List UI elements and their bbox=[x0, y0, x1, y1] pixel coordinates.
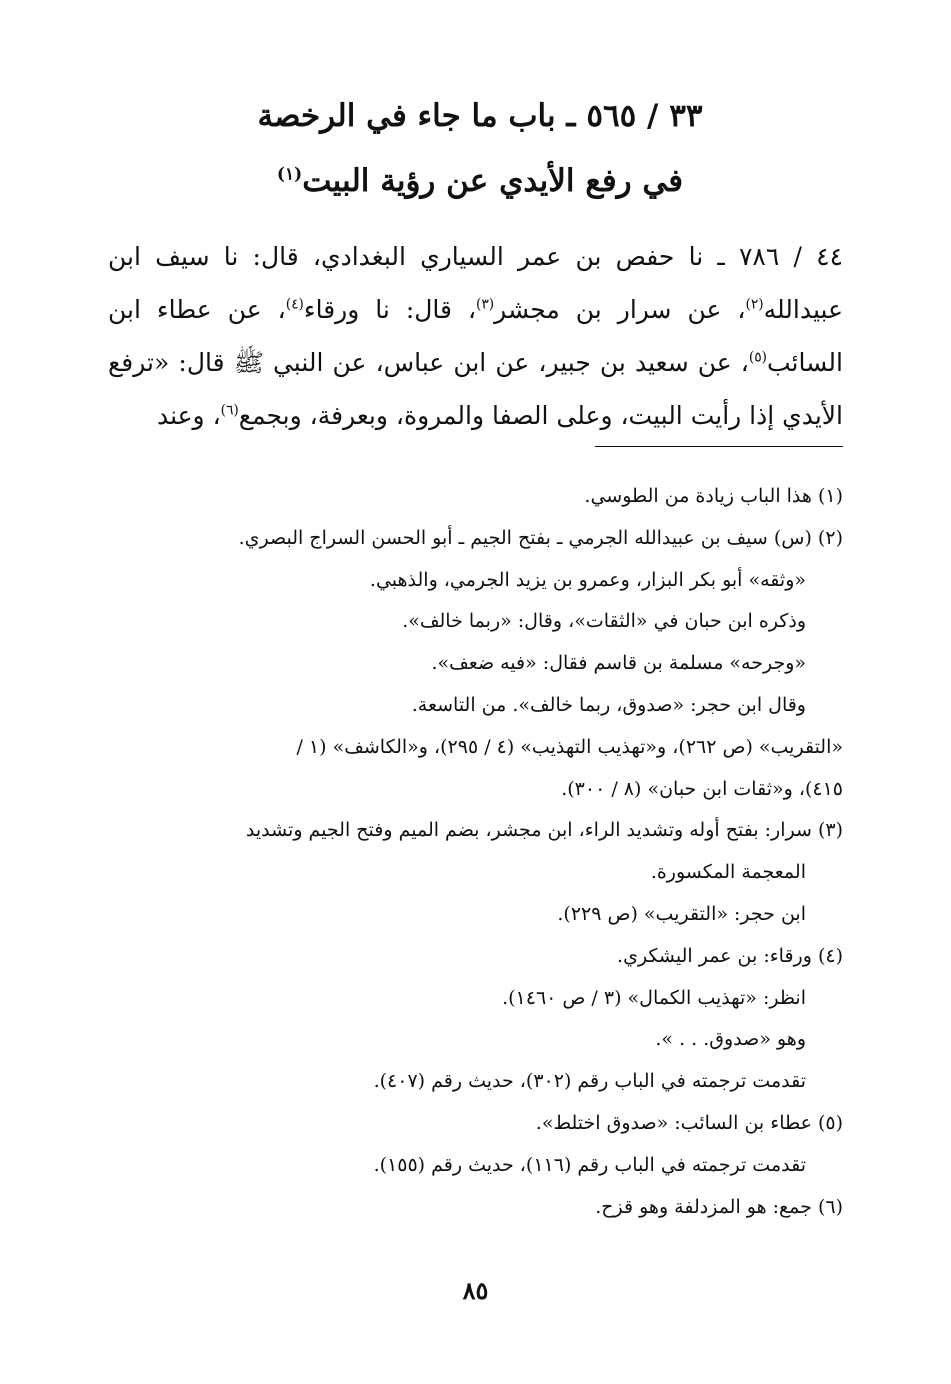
text-run: ، عن سعيد بن جبير، عن ابن عباس، عن النبي ﷺ قال: «ترفع الأيدي إذا رأيت البيت، وعلى الصفا والمروة، وبعرفة، وبجمع bbox=[108, 348, 843, 430]
footnote-line: تقدمت ترجمته في الباب رقم (٣٠٢)، حديث رقم (٤٠٧). bbox=[373, 1070, 806, 1093]
footnote-line: (٦) جمع: هو المزدلفة وهو قزح. bbox=[595, 1195, 843, 1218]
footnotes bbox=[108, 476, 843, 1228]
footnote-line: وقال ابن حجر: «صدوق، ربما خالف». من التاسعة. bbox=[411, 693, 806, 716]
page-number: ٨٥ bbox=[462, 1276, 489, 1305]
footnote-line: (٥) عطاء بن السائب: «صدوق اختلط». bbox=[535, 1111, 843, 1134]
footnote-ref: (٢) bbox=[745, 296, 764, 313]
footnote-line: (٢) (س) سيف بن عبيدالله الجرمي ـ بفتح الجيم ـ أبو الحسن السراج البصري. bbox=[238, 526, 843, 549]
footnote-line: «التقريب» (ص ٢٦٢)، و«تهذيب التهذيب» (٤ / ٢٩٥)، و«الكاشف» (١ / bbox=[296, 735, 843, 758]
footnote-line: (٤) ورقاء: بن عمر اليشكري. bbox=[617, 944, 843, 967]
footnote-ref: (٤) bbox=[285, 296, 304, 313]
footnote-line: (١) هذا الباب زيادة من الطوسي. bbox=[584, 485, 843, 507]
text-run: ، وعند bbox=[156, 401, 221, 430]
footnote-ref: (٥) bbox=[748, 349, 767, 366]
footnote-line: وذكره ابن حبان في «الثقات»، وقال: «ربما خالف». bbox=[402, 610, 806, 633]
footnote-line: تقدمت ترجمته في الباب رقم (١١٦)، حديث رقم (١٥٥). bbox=[373, 1153, 806, 1176]
footnote-line: ٤١٥)، و«ثقات ابن حبان» (٨ / ٣٠٠). bbox=[561, 777, 843, 800]
footnote-ref: (٦) bbox=[220, 402, 239, 419]
footnote-line: «وجرحه» مسلمة بن قاسم فقال: «فيه ضعف». bbox=[431, 652, 806, 675]
text-run: ، قال: نا ورقاء bbox=[303, 295, 477, 324]
hadith-text bbox=[108, 230, 843, 442]
footnote-line: ابن حجر: «التقريب» (ص ٢٢٩). bbox=[557, 902, 806, 925]
footnote-ref: (١) bbox=[276, 164, 303, 185]
text-run: ، عن عطاء ابن السائب bbox=[108, 295, 843, 377]
footnote-line: المعجمة المكسورة. bbox=[650, 861, 806, 884]
chapter-title: ٣٣ / ٥٦٥ ـ باب ما جاء في الرخصة bbox=[257, 98, 703, 134]
text-run: ٤٤ / ٧٨٦ ـ نا حفص بن عمر السياري البغدادي، قال: نا سيف ابن عبيدالله bbox=[108, 242, 843, 324]
subtitle-text: في رفع الأيدي عن رؤية البيت bbox=[302, 163, 684, 199]
chapter-subtitle bbox=[100, 163, 860, 199]
footnote-line: انظر: «تهذيب الكمال» (٣ / ص ١٤٦٠). bbox=[502, 986, 806, 1009]
footnote-line: وهو «صدوق. . . ». bbox=[655, 1028, 806, 1051]
footnote-separator bbox=[595, 446, 843, 447]
text-run: ، عن سرار بن مجشر bbox=[494, 295, 746, 324]
footnote-line: «وثقه» أبو بكر البزار، وعمرو بن يزيد الجرمي، والذهبي. bbox=[369, 568, 806, 591]
footnote-ref: (٣) bbox=[476, 296, 495, 313]
footnote-line: (٣) سرار: بفتح أوله وتشديد الراء، ابن مجشر، بضم الميم وفتح الجيم وتشديد bbox=[245, 819, 843, 842]
